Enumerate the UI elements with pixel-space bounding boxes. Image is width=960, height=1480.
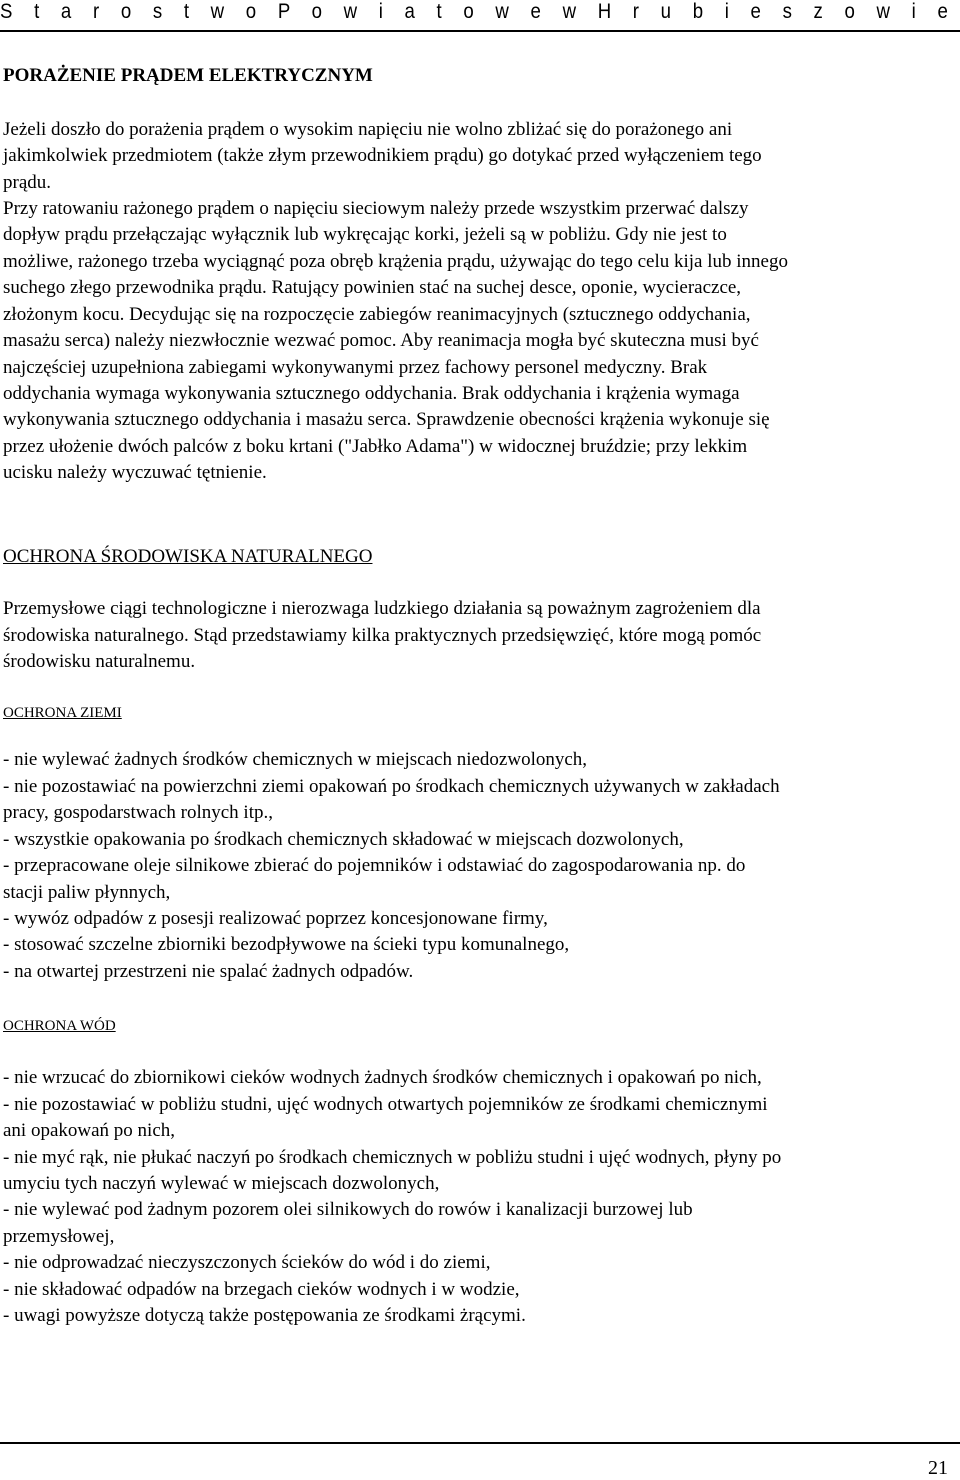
- list-item: - nie wrzucać do zbiornikowi cieków wodnych żadnych środków chemicznych i opakowań po nich,: [3, 1067, 762, 1088]
- paragraph-line: możliwe, rażonego trzeba wyciągnąć poza obręb krążenia prądu, używając do tego celu kija lub innego: [3, 251, 788, 272]
- header-rule: [0, 30, 960, 32]
- paragraph-line: masażu serca) należy niezwłocznie wezwać pomoc. Aby reanimacja mogła być skuteczna musi być: [3, 330, 759, 351]
- list-item: - wywóz odpadów z posesji realizować poprzez koncesjonowane firmy,: [3, 908, 548, 929]
- list-item: - stosować szczelne zbiorniki bezodpływowe na ścieki typu komunalnego,: [3, 934, 570, 955]
- list-item: - nie pozostawiać na powierzchni ziemi opakowań po środkach chemicznych używanych w zakładach: [3, 776, 780, 797]
- list-item: - nie pozostawiać w pobliżu studni, ujęć wodnych otwartych pojemników ze środkami chemicznymi: [3, 1094, 768, 1115]
- list-item: - przepracowane oleje silnikowe zbierać do pojemników i odstawiać do zagospodarowania np. do: [3, 855, 746, 876]
- list-item: - nie wylewać żadnych środków chemicznych w miejscach niedozwolonych,: [3, 749, 588, 770]
- paragraph-line: złożonym kocu. Decydując się na rozpoczęcie zabiegów reanimacyjnych (sztucznego oddychania,: [3, 304, 751, 325]
- list-item: umyciu tych naczyń wylewać w miejscach dozwolonych,: [3, 1173, 440, 1194]
- heading-environment: OCHRONA ŚRODOWISKA NATURALNEGO: [3, 546, 373, 567]
- paragraph-line: środowisku naturalnemu.: [3, 651, 196, 672]
- document-header: S t a r o s t w o P o w i a t o w e w H r u b i e s z o w i e: [0, 0, 957, 23]
- list-item: pracy, gospodarstwach rolnych itp.,: [3, 802, 273, 823]
- paragraph-line: Przemysłowe ciągi technologiczne i nierozwaga ludzkiego działania są poważnym zagrożeniem dla: [3, 598, 761, 619]
- list-item: - nie odprowadzać nieczyszczonych ścieków do wód i do ziemi,: [3, 1252, 491, 1273]
- paragraph-line: oddychania wymaga wykonywania sztucznego oddychania. Brak oddychania i krążenia wymaga: [3, 383, 740, 404]
- list-item: - na otwartej przestrzeni nie spalać żadnych odpadów.: [3, 961, 414, 982]
- paragraph-line: prądu.: [3, 172, 52, 193]
- list-item: ani opakowań po nich,: [3, 1120, 176, 1141]
- list-item: - nie składować odpadów na brzegach cieków wodnych i w wodzie,: [3, 1279, 520, 1300]
- paragraph-line: suchego złego przewodnika prądu. Ratujący powinien stać na suchej desce, oponie, wycieraczce,: [3, 277, 742, 298]
- list-item: - nie wylewać pod żadnym pozorem olei silnikowych do rowów i kanalizacji burzowej lub: [3, 1199, 693, 1220]
- list-item: - nie myć rąk, nie płukać naczyń po środkach chemicznych w pobliżu studni i ujęć wodnych, płyny po: [3, 1147, 782, 1168]
- paragraph-line: Jeżeli doszło do porażenia prądem o wysokim napięciu nie wolno zbliżać się do porażonego ani: [3, 119, 733, 140]
- paragraph-line: wykonywania sztucznego oddychania i masażu serca. Sprawdzenie obecności krążenia wykonuje się: [3, 409, 770, 430]
- paragraph-line: środowiska naturalnego. Stąd przedstawiamy kilka praktycznych przedsięwzięć, które mogą pomóc: [3, 625, 762, 646]
- paragraph-line: najczęściej uzupełniona zabiegami wykonywanymi przez fachowy personel medyczny. Brak: [3, 357, 708, 378]
- paragraph-line: Przy ratowaniu rażonego prądem o napięciu sieciowym należy przede wszystkim przerwać dalszy: [3, 198, 749, 219]
- heading-earth-protection: OCHRONA ZIEMI: [3, 705, 122, 721]
- list-item: - wszystkie opakowania po środkach chemicznych składować w miejscach dozwolonych,: [3, 829, 684, 850]
- list-item: stacji paliw płynnych,: [3, 882, 171, 903]
- heading-electric-shock: PORAŻENIE PRĄDEM ELEKTRYCZNYM: [3, 65, 373, 86]
- paragraph-line: dopływ prądu przełączając wyłącznik lub wykręcając korki, jeżeli są w pobliżu. Gdy nie jest to: [3, 224, 727, 245]
- footer-rule: [0, 1442, 960, 1444]
- list-item: - uwagi powyższe dotyczą także postępowania ze środkami żrącymi.: [3, 1305, 526, 1326]
- paragraph-line: jakimkolwiek przedmiotem (także złym przewodnikiem prądu) go dotykać przed wyłączeniem tego: [3, 145, 762, 166]
- list-item: przemysłowej,: [3, 1226, 115, 1247]
- heading-water-protection: OCHRONA WÓD: [3, 1018, 116, 1034]
- paragraph-line: przez ułożenie dwóch palców z boku krtani ("Jabłko Adama") w widocznej bruździe; przy lekkim: [3, 436, 748, 457]
- paragraph-line: ucisku należy wyczuwać tętnienie.: [3, 462, 267, 483]
- page-number: 21: [928, 1457, 948, 1479]
